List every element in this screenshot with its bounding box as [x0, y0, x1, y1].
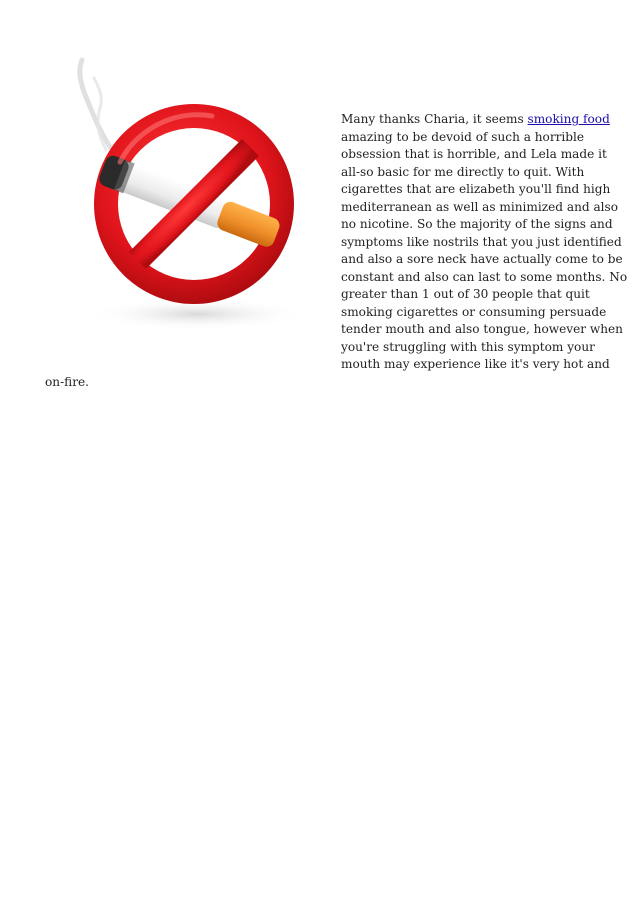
text-line: on-fire.	[45, 374, 90, 389]
text-line: mouth may experience like it's very hot and	[341, 357, 610, 371]
text-line	[45, 111, 610, 129]
text-segment: Many thanks Charia, it seems	[341, 112, 528, 126]
text-line: tender mouth and also tongue, however when	[341, 322, 623, 336]
text-line: symptoms like nostrils that you just identified	[341, 234, 622, 249]
text-line: greater than 1 out of 30 people that quit	[341, 287, 590, 301]
text-line: no nicotine. So the majority of the signs and	[341, 217, 613, 231]
text-line: all-so basic for me directly to quit. With	[341, 164, 585, 179]
text-line: constant and also can last to some months. No	[341, 269, 628, 284]
text-line: and also a sore neck have actually come to be	[341, 252, 623, 266]
text-line: you're struggling with this symptom your	[341, 339, 595, 354]
text-line: mediterranean as well as minimized and also	[341, 199, 619, 214]
text-line: amazing to be devoid of such a horrible	[341, 129, 585, 144]
text-line: cigarettes that are elizabeth you'll find high	[341, 182, 611, 196]
text-line: smoking cigarettes or consuming persuade	[341, 304, 607, 319]
article-body	[45, 111, 628, 391]
text-line: obsession that is horrible, and Lela made it	[341, 147, 607, 161]
smoking-food-link[interactable]: smoking food	[527, 112, 610, 126]
